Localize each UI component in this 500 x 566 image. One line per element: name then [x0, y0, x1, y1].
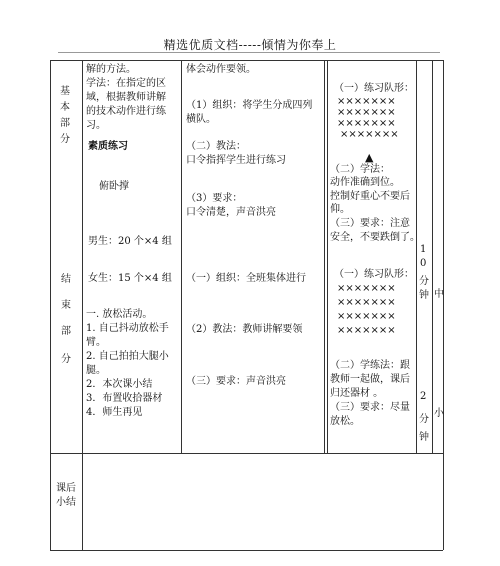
teacher-line: （三）要求：声音洪亮	[186, 376, 286, 387]
page-header: 精选优质文档-----倾情为你奉上	[163, 38, 337, 52]
student-line: 动作准确到位。	[330, 177, 400, 188]
relax-item: 臂。	[86, 337, 106, 348]
time-char: 分	[419, 414, 429, 425]
teacher-line: 口令指挥学生进行练习	[186, 155, 286, 166]
table-top-border	[50, 60, 443, 61]
label-char: 部	[61, 326, 71, 337]
student-line: 放松。	[330, 416, 360, 427]
intensity-low: 小	[434, 408, 444, 419]
table-row-divider	[50, 453, 443, 454]
teacher-line: （二）教法：	[186, 141, 246, 152]
table-bottom-border	[50, 550, 443, 551]
formation-row: ×××××××	[337, 325, 396, 336]
relax-item: 4．师生再见	[86, 407, 143, 418]
time-char: 钟	[419, 290, 429, 301]
content-line: 的技术动作进行练	[86, 106, 166, 117]
teacher-column-divider	[324, 60, 325, 453]
time-char: 分	[419, 276, 429, 287]
student-line: 控制好重心不要后	[330, 191, 410, 202]
student-line: 归还器材 。	[330, 388, 384, 399]
label-char: 部	[60, 118, 70, 129]
student-column-divider	[416, 60, 417, 453]
label-char: 基	[60, 86, 70, 97]
formation-row: ×××××××	[340, 129, 399, 140]
teacher-line: 横队。	[186, 114, 216, 125]
formation-row: ×××××××	[337, 297, 396, 308]
student-line: （三）要求：注意	[330, 218, 410, 229]
student-line: （二）学练法：跟	[330, 360, 410, 371]
label-char: 结	[61, 274, 71, 285]
time-column-divider	[432, 60, 433, 453]
relax-item: 3．布置收拾器材	[86, 393, 163, 404]
content-line: 习。	[86, 120, 106, 131]
table-left-border	[50, 60, 51, 550]
time-char: 钟	[419, 432, 429, 443]
section-label-summary: 课后 小结	[56, 483, 76, 508]
teacher-line: 体会动作要领。	[186, 64, 256, 75]
content-line: 域，根据教师讲解	[86, 92, 166, 103]
girls-reps: 女生：15 个×4 组	[88, 273, 172, 284]
intensity-medium: 中	[434, 289, 444, 300]
header-divider	[58, 52, 440, 53]
label-char: 分	[61, 354, 71, 365]
time-char: 0	[420, 258, 427, 269]
time-char: 1	[420, 244, 427, 255]
formation-row: ×××××××	[337, 96, 396, 107]
content-column-divider	[181, 60, 182, 453]
teacher-line: 口令清楚，声音洪亮	[186, 207, 276, 218]
label-char: 本	[60, 102, 70, 113]
relax-item: 1. 自己抖动放松手	[86, 323, 169, 334]
relax-item: 腿。	[86, 365, 106, 376]
formation-row: ×××××××	[337, 118, 396, 129]
content-line: 学法：在指定的区	[86, 78, 166, 89]
content-line: 解的方法。	[86, 64, 136, 75]
teacher-line: （一）组织：全班集体进行	[186, 273, 306, 284]
boys-reps: 男生：20 个×4 组	[88, 236, 172, 247]
pushup-label: 俯卧撑	[99, 181, 129, 192]
student-line: （二）学法：	[330, 164, 390, 175]
quality-exercise-title: 素质练习	[88, 141, 128, 152]
teacher-line: （2）教法：教师讲解要领	[186, 324, 303, 335]
table-right-border	[443, 60, 444, 550]
label-char: 分	[60, 134, 70, 145]
student-line: 教师一起做，课后	[330, 374, 410, 385]
student-line: （三）要求：尽量	[330, 402, 410, 413]
formation-row: ×××××××	[337, 283, 396, 294]
teacher-column-divider-inner	[327, 60, 328, 453]
relax-title: 一. 放松活动。	[86, 309, 153, 320]
teacher-line: （3）要求：	[186, 193, 243, 204]
student-line: （一）练习队形：	[334, 269, 414, 280]
relax-item: 2. 自己拍拍大腿小	[86, 351, 169, 362]
student-line: 仰。	[330, 204, 350, 215]
formation-row: ×××××××	[337, 107, 396, 118]
teacher-line: （1）组织：将学生分成四列	[186, 100, 313, 111]
formation-row: ×××××××	[337, 311, 396, 322]
teacher-position-icon: ▲	[365, 151, 374, 164]
student-line: （一）练习队形：	[334, 83, 414, 94]
label-column-divider	[82, 60, 83, 550]
label-char: 束	[61, 300, 71, 311]
student-line: 安全，不要跌倒了。	[330, 232, 420, 243]
time-char: 2	[420, 391, 427, 402]
relax-item: 2．本次课小结	[86, 379, 153, 390]
